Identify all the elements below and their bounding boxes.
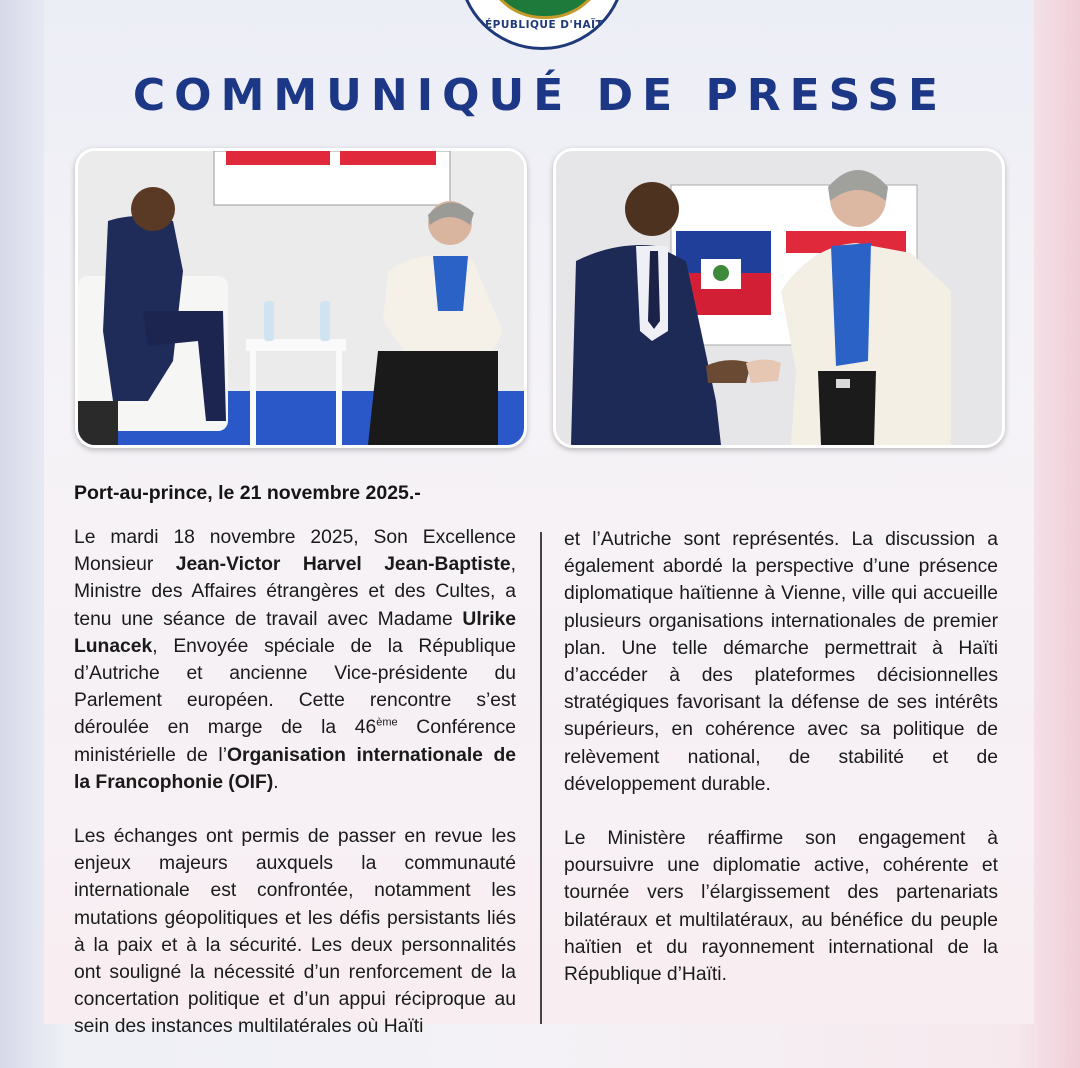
p1-text-1: Le mardi 18 novembre 2025, Son Excellence Monsieur: [74, 527, 516, 576]
envoy-name: Ulrike Lunacek: [74, 608, 516, 657]
handshake-photo-right-image: [556, 151, 1002, 445]
p1-text-2: , Ministre des Affaires étrangères et des Cultes, a tenu une séance de travail avec Madame: [74, 554, 516, 630]
body-column-left: [74, 524, 516, 1068]
paragraph-2-right: et l’Autriche sont représentés. La discussion a également abordé la perspective d’une présence diplomatique haïtienne à Vienne, ville qui accueille plusieurs organisations internationales de premier plan. Une telle démarche permettrait à Haïti d’accéder à des plateformes décisionnelles stratégiques favorisant la défense de ses intérêts supérieurs, en cohérence avec sa politique de relèvement national, de stabilité et de développement durable.: [564, 529, 998, 795]
p1-text-4: Conférence ministérielle de l’: [74, 717, 516, 766]
p1-text-3: , Envoyée spéciale de la République d’Autriche et ancienne Vice-présidente du Parlement européen. Cette rencontre s’est déroulée en marge de la 46: [74, 635, 516, 739]
paragraph-3: Le Ministère réaffirme son engagement à poursuivre une diplomatie active, cohérente et tournée vers l’élargissement des partenariats bilatéraux et multilatéraux, au bénéfice du peuple haïtien et du rayonnement international de la République d’Haïti.: [564, 828, 998, 986]
minister-name: Jean-Victor Harvel Jean-Baptiste: [175, 554, 511, 576]
body-column-right: [564, 526, 998, 1015]
meeting-photo-left-image: [78, 151, 524, 445]
seal-emblem: [483, 0, 607, 19]
p1-text-5: .: [273, 771, 279, 793]
column-divider: [540, 532, 542, 1024]
dateline: Port-au-prince, le 21 novembre 2025.-: [74, 482, 421, 504]
paragraph-1: [74, 524, 516, 796]
seal-text: RÉPUBLIQUE D'HAÏTI: [476, 19, 608, 31]
oif-name: Organisation internationale de la Francophonie (OIF): [74, 744, 516, 793]
handshake-photo-right: [553, 148, 1005, 448]
page-title: COMMUNIQUÉ DE PRESSE: [132, 70, 948, 121]
meeting-photo-left: [75, 148, 527, 448]
p1-superscript: ème: [376, 717, 398, 729]
paragraph-2-left: Les échanges ont permis de passer en revue les enjeux majeurs auxquels la communauté internationale est confrontée, notamment les mutations géopolitiques et les défis persistants liés à la paix et à la sécurité. Les deux personnalités ont souligné la nécessité d’un renforcement de la concertation politique et d’un appui réciproque au sein des instances multilatérales où Haïti: [74, 826, 516, 1038]
